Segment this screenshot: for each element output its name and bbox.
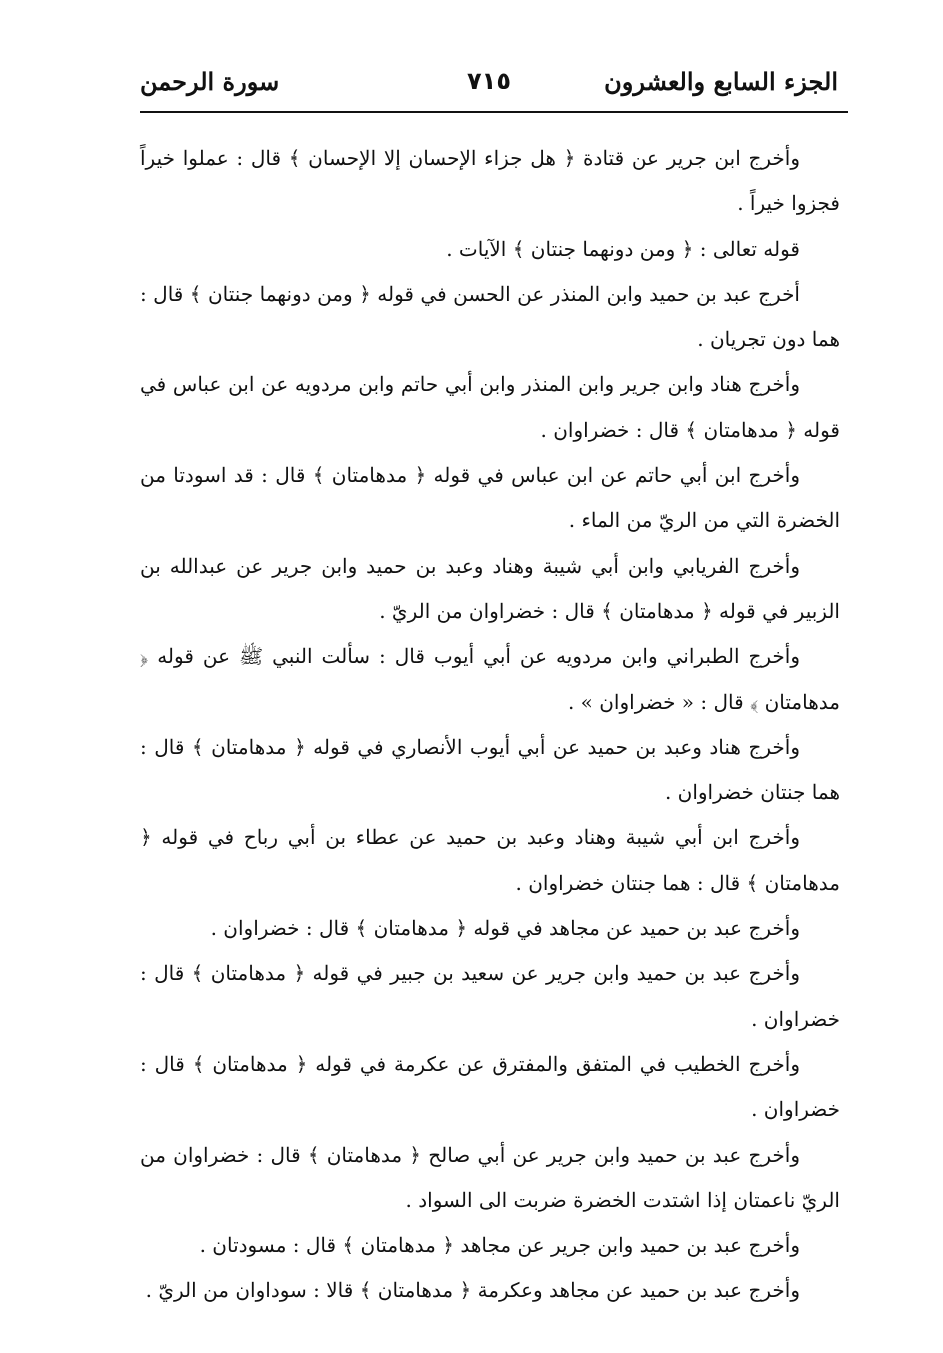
paragraph: وأخرج ابن أبي شيبة وهناد وعبد بن حميد عن عطاء بن أبي رباح في قوله ﴿ مدهامتان ﴾ قال : هما جنتان خضراوان . [140,825,840,895]
paragraph: وأخرج الفريابي وابن أبي شيبة وهناد وعبد بن حميد وابن جرير عن عبدالله بن الزبير في قوله ﴿ مدهامتان ﴾ قال : خضراوان من الريّ . [140,553,840,623]
paragraph: وأخرج الخطيب في المتفق والمفترق عن عكرمة في قوله ﴿ مدهامتان ﴾ قال : خضراوان . [140,1051,840,1122]
paragraph: وأخرج هناد وابن جرير وابن المنذر وابن أبي حاتم وابن مردويه عن ابن عباس في قوله ﴿ مدهامتان ﴾ قال : خضراوان . [140,372,840,442]
part-title: الجزء السابع والعشرون [604,66,838,96]
header-rule [140,111,848,113]
paragraph: وأخرج عبد بن حميد وابن جرير عن سعيد بن جبير في قوله ﴿ مدهامتان ﴾ قال : خضراوان . [140,961,840,1031]
paragraph: وأخرج عبد بن حميد عن مجاهد وعكرمة ﴿ مدهامتان ﴾ قالا : سوداوان من الريّ . [145,1278,800,1303]
paragraph: وأخرج هناد وعبد بن حميد عن أبي أيوب الأنصاري في قوله ﴿ مدهامتان ﴾ قال : هما جنتان خضراوان . [140,734,840,805]
paragraph: وأخرج ابن أبي حاتم عن ابن عباس في قوله ﴿ مدهامتان ﴾ قال : قد اسودتا من الخضرة التي من الريّ من الماء . [140,463,840,533]
paragraph: قوله تعالى : ﴿ ومن دونهما جنتان ﴾ الآيات . [446,236,800,261]
paragraph: وأخرج ابن جرير عن قتادة ﴿ هل جزاء الإحسان إلا الإحسان ﴾ قال : عملوا خيراً فجزوا خيراً . [140,146,840,216]
paragraph: وأخرج عبد بن حميد عن مجاهد في قوله ﴿ مدهامتان ﴾ قال : خضراوان . [210,916,800,941]
paragraph: وأخرج عبد بن حميد وابن جرير عن مجاهد ﴿ مدهامتان ﴾ قال : مسودتان . [199,1233,800,1258]
surah-title: سورة الرحمن [140,66,280,96]
paragraph: أخرج عبد بن حميد وابن المنذر عن الحسن في قوله ﴿ ومن دونهما جنتان ﴾ قال : هما دون تجريان . [140,281,840,352]
running-header [140,56,838,106]
paragraph: وأخرج الطبراني وابن مردويه عن أبي أيوب قال : سألت النبي ﷺ عن قوله ﴿ مدهامتان ﴾ قال : « خضراوان » . [140,644,840,714]
page-number: ٧١٥ [467,67,511,95]
page-body [140,136,840,1314]
paragraph: وأخرج عبد بن حميد وابن جرير عن أبي صالح ﴿ مدهامتان ﴾ قال : خضراوان من الريّ ناعمتان إذا اشتدت الخضرة ضربت الى السواد . [140,1142,840,1212]
